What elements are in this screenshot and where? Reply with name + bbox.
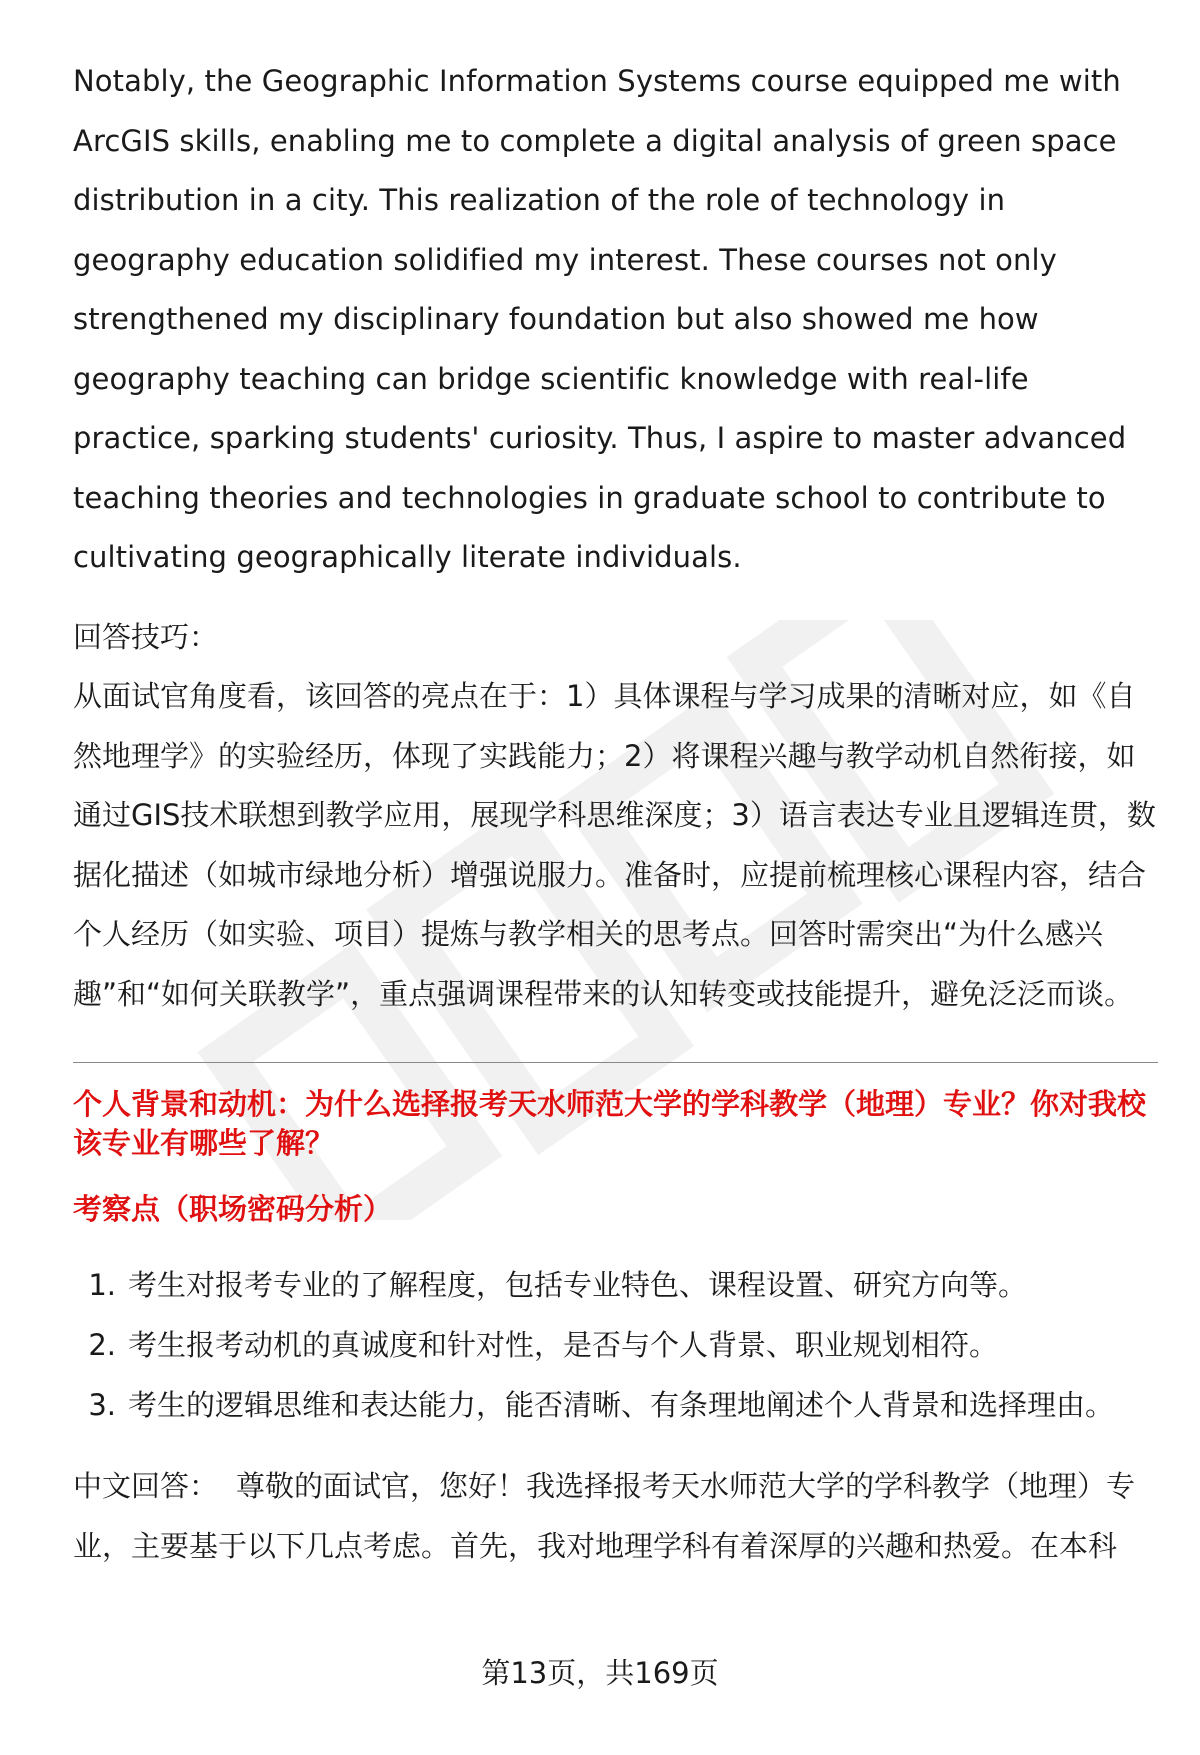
list-item [73, 1375, 1158, 1435]
answer-text: 尊敬的面试官，您好！我选择报考天水师范大学的学科教学（地理）专业，主要基于以下几点考虑。首先，我对地理学科有着深厚的兴趣和热爱。在本科 [73, 1469, 1136, 1563]
list-item-number: 2. [88, 1328, 116, 1362]
list-item [73, 1315, 1158, 1375]
chinese-answer [73, 1457, 1158, 1576]
page-footer: 第13页，共169页 [481, 1656, 719, 1690]
document-page [73, 52, 1158, 1576]
list-item-number: 1. [88, 1268, 116, 1302]
list-item-number: 3. [88, 1388, 116, 1422]
tips-title: 回答技巧： [73, 619, 219, 654]
intro-paragraph: Notably, the Geographic Information Systems course equipped me with ArcGIS skills, enabling me to complete a digital analysis of green space distribution in a city. This realization of the role of technology in geography education solidified my interest. These courses not only strengthened my disciplinary foundation but also showed me how geography teaching can bridge scientific knowledge with real-life practice, sparking students' curiosity. Thus, I aspire to master advanced teaching theories and technologies in graduate school to contribute to cultivating geographically literate individuals. [73, 64, 1127, 574]
assessment-points-list [73, 1255, 1158, 1435]
list-item [73, 1255, 1158, 1315]
list-item-text: 考生报考动机的真诚度和针对性，是否与个人背景、职业规划相符。 [128, 1328, 999, 1362]
tips-body: 从面试官角度看，该回答的亮点在于：1）具体课程与学习成果的清晰对应，如《自然地理学》的实验经历，体现了实践能力；2）将课程兴趣与教学动机自然衔接，如通过GIS技术联想到教学应用，展现学科思维深度；3）语言表达专业且逻辑连贯，数据化描述（如城市绿地分析）增强说服力。准备时，应提前梳理核心课程内容，结合个人经历（如实验、项目）提炼与教学相关的思考点。回答时需突出“为什么感兴趣”和“如何关联教学”，重点强调课程带来的认知转变或技能提升，避免泛泛而谈。 [73, 679, 1156, 1011]
section-divider [73, 1062, 1158, 1063]
question-heading: 个人背景和动机：为什么选择报考天水师范大学的学科教学（地理）专业？你对我校该专业有哪些了解？ [73, 1087, 1147, 1160]
assessment-heading: 考察点（职场密码分析） [73, 1192, 393, 1226]
list-item-text: 考生的逻辑思维和表达能力，能否清晰、有条理地阐述个人背景和选择理由。 [128, 1388, 1115, 1422]
list-item-text: 考生对报考专业的了解程度，包括专业特色、课程设置、研究方向等。 [128, 1268, 1028, 1302]
answer-lead: 中文回答： [73, 1469, 219, 1503]
